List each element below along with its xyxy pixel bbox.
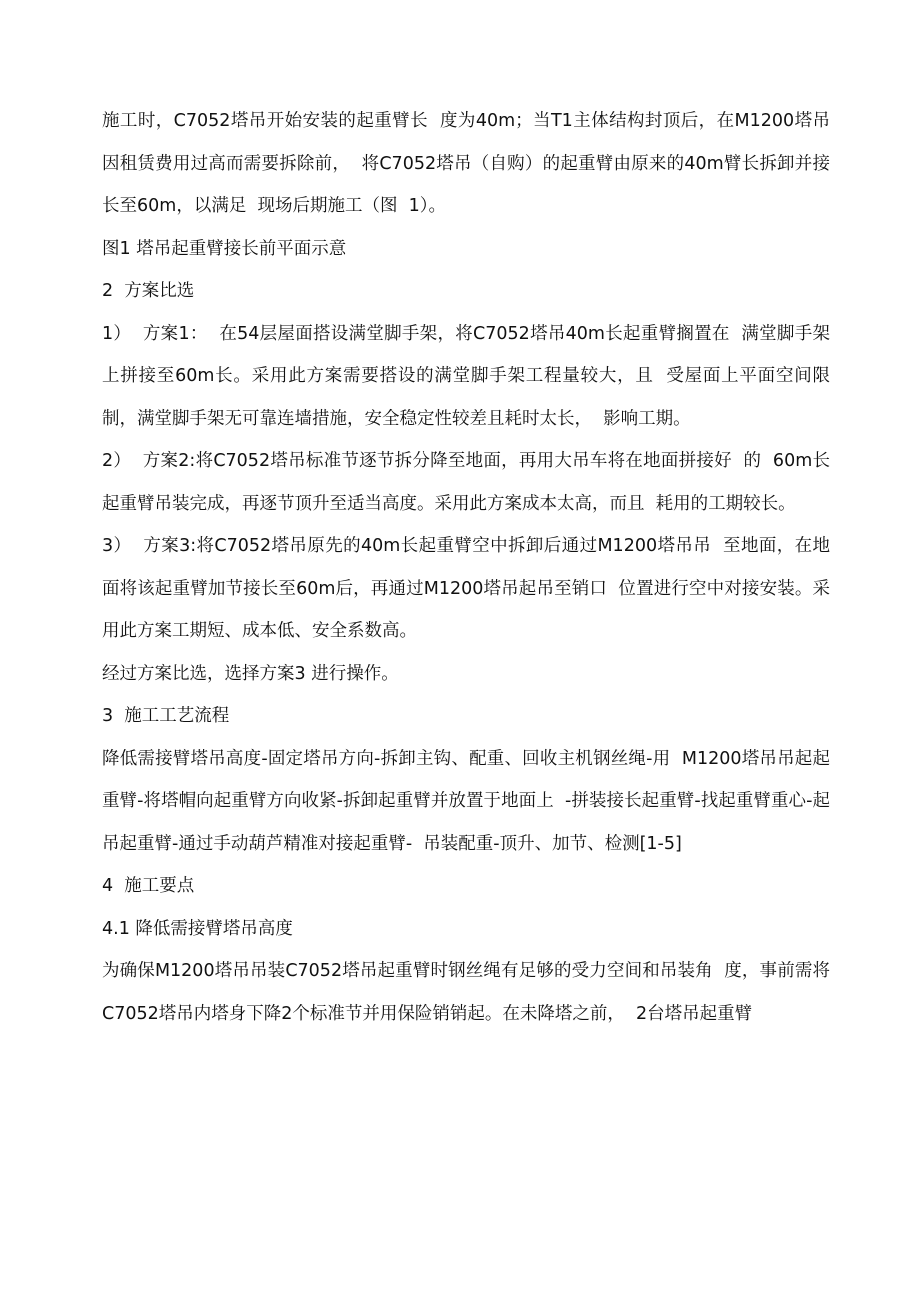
body-paragraph: 降低需接臂塔吊高度-固定塔吊方向-拆卸主钩、配重、回收主机钢丝绳-用 M1200塔吊吊起起重臂-将塔帽向起重臂方向收紧-拆卸起重臂并放置于地面上 -拼装接长起重臂-找起重臂重心-起吊起重臂-通过手动葫芦精准对接起重臂- 吊装配重-顶升、加节、检测[1-5] bbox=[102, 748, 830, 854]
figure-caption: 图1 塔吊起重臂接长前平面示意 bbox=[102, 238, 347, 259]
section-heading: 2 方案比选 bbox=[102, 281, 195, 301]
body-paragraph: 为确保M1200塔吊吊装C7052塔吊起重臂时钢丝绳有足够的受力空间和吊装角 度，事前需将C7052塔吊内塔身下降2个标准节并用保险销销起。在未降塔之前， 2台塔吊起重臂 bbox=[102, 961, 830, 1024]
body-paragraph: 3） 方案3:将C7052塔吊原先的40m长起重臂空中拆卸后通过M1200塔吊吊 至地面，在地面将该起重臂加节接长至60m后，再通过M1200塔吊起吊至销口 位置进行空中对接安装。采用此方案工期短、成本低、安全系数高。 bbox=[102, 536, 830, 641]
body-paragraph: 2） 方案2:将C7052塔吊标准节逐节拆分降至地面，再用大吊车将在地面拼接好 的 60m长起重臂吊装完成，再逐节顶升至适当高度。采用此方案成本太高，而且 耗用的工期较长。 bbox=[102, 451, 830, 514]
section-heading: 4 施工要点 bbox=[102, 876, 195, 896]
body-paragraph: 经过方案比选，选择方案3 进行操作。 bbox=[102, 663, 399, 684]
section-heading: 3 施工工艺流程 bbox=[102, 706, 230, 726]
body-paragraph: 施工时，C7052塔吊开始安装的起重臂长 度为40m；当T1主体结构封顶后，在M1200塔吊因租赁费用过高而需要拆除前， 将C7052塔吊（自购）的起重臂由原来的40m臂长拆卸并接长至60m，以满足 现场后期施工（图 1）。 bbox=[102, 111, 830, 216]
subsection-heading: 4.1 降低需接臂塔吊高度 bbox=[102, 918, 293, 939]
body-paragraph: 1） 方案1： 在54层屋面搭设满堂脚手架，将C7052塔吊40m长起重臂搁置在 满堂脚手架上拼接至60m长。采用此方案需要搭设的满堂脚手架工程量较大，且 受屋面上平面空间限制，满堂脚手架无可靠连墙措施，安全稳定性较差且耗时太长， 影响工期。 bbox=[102, 323, 830, 429]
